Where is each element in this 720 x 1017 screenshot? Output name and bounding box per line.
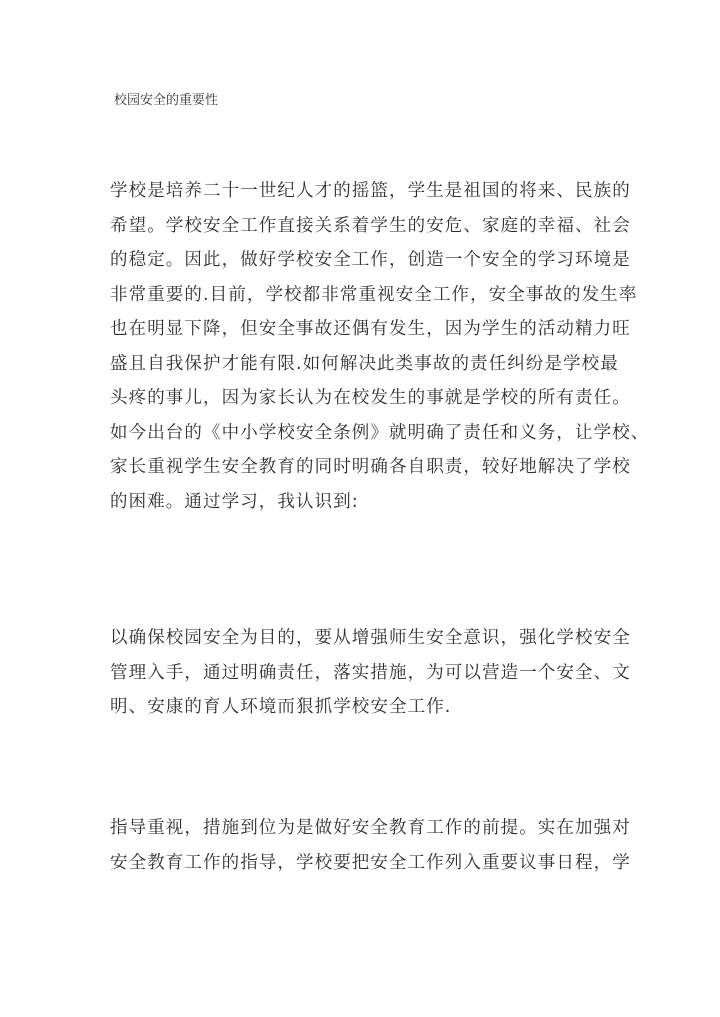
paragraph-1 [110, 174, 650, 519]
paragraph-line: 的困难。通过学习，我认识到: [110, 491, 359, 512]
paragraph-3 [110, 811, 631, 880]
paragraph-line: 家长重视学生安全教育的同时明确各自职责，较好地解决了学校 [110, 457, 631, 477]
paragraph-line: 明、安康的育人环境而狠抓学校安全工作. [110, 697, 452, 717]
paragraph-line: 盛且自我保护才能有限.如何解决此类事故的责任纠纷是学校最 [110, 353, 619, 374]
document-title: 校园安全的重要性 [114, 93, 219, 108]
paragraph-line: 也在明显下降，但安全事故还偶有发生，因为学生的活动精力旺 [110, 319, 631, 339]
paragraph-line: 如今出台的《中小学校安全条例》就明确了责任和义务，让学校、 [110, 422, 650, 443]
paragraph-line: 管理入手，通过明确责任，落实措施，为可以营造一个安全、文 [110, 662, 631, 683]
paragraph-line: 指导重视，措施到位为是做好安全教育工作的前提。实在加强对 [110, 818, 631, 838]
paragraph-2 [110, 621, 631, 725]
paragraph-line: 头疼的事儿，因为家长认为在校发生的事就是学校的所有责任。 [110, 388, 631, 408]
paragraph-line: 安全教育工作的指导，学校要把安全工作列入重要议事日程，学 [110, 852, 631, 873]
paragraph-line: 希望。学校安全工作直接关系着学生的安危、家庭的幸福、社会 [110, 215, 631, 236]
paragraph-line: 非常重要的.目前，学校都非常重视安全工作，安全事故的发生率 [110, 284, 638, 305]
paragraph-line: 学校是培养二十一世纪人才的摇篮，学生是祖国的将来、民族的 [110, 181, 631, 201]
paragraph-line: 以确保校园安全为目的，要从增强师生安全意识，强化学校安全 [110, 628, 631, 648]
paragraph-line: 的稳定。因此，做好学校安全工作，创造一个安全的学习环境是 [110, 250, 631, 270]
